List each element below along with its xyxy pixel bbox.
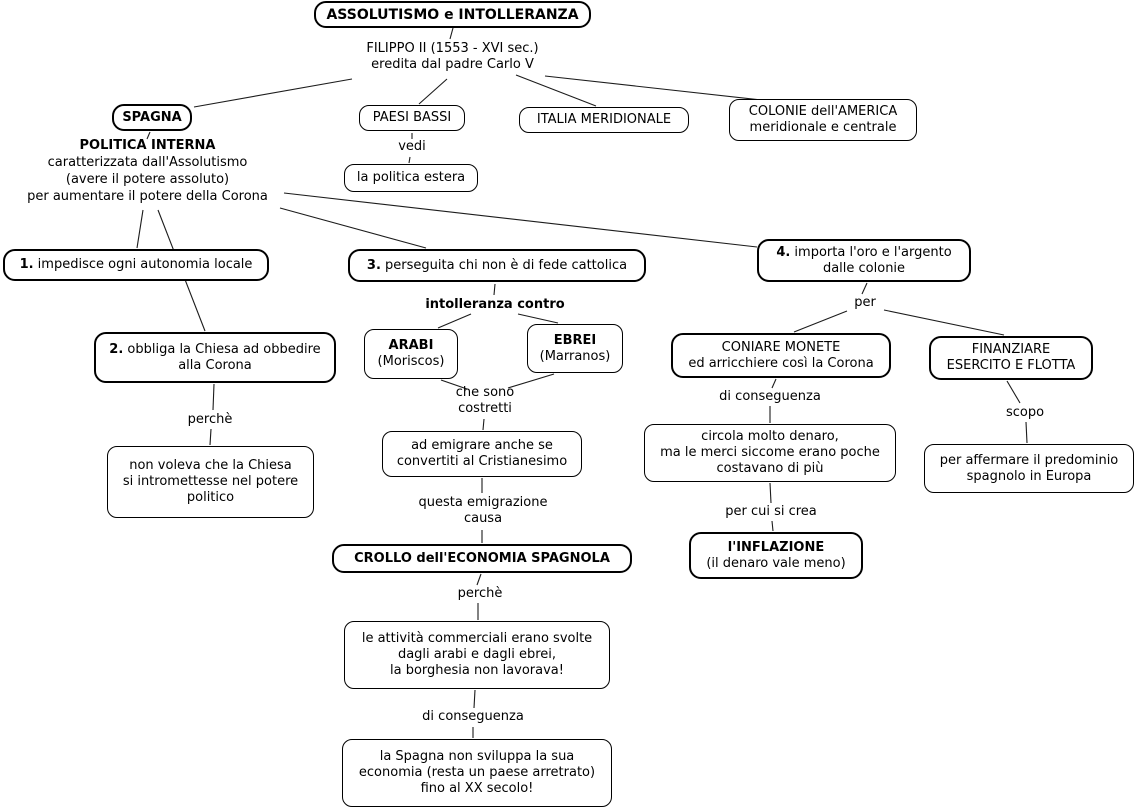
edge-vedi-politica-estera [409,157,410,163]
edge-label-questa-emigrazione-causa: questa emigrazione causa [418,495,548,526]
edge-finanziare-scopo [1007,381,1020,403]
node-non-voleva: non voleva che la Chiesa si intromettesse nel potere politico [107,446,314,518]
edge-label-perche-mid: perchè [457,586,503,601]
edge-per-finanziare [884,310,1004,335]
node-politica-estera: la politica estera [344,164,478,192]
node-politica-interna: POLITICA INTERNA caratterizzata dall'Assolutismo (avere il potere assoluto) per aumentare il potere della Corona [27,138,268,204]
node-ebrei: EBREI (Marranos) [527,324,623,373]
node-finanziare-esercito: FINANZIARE ESERCITO E FLOTTA [929,336,1093,380]
edge-attivita-diconseguenza [474,690,475,708]
edge-perche-nonvoleva [210,429,211,445]
node-inflazione: l'INFLAZIONE (il denaro vale meno) [689,532,863,579]
node-predominio-spagnolo: per affermare il predominio spagnolo in Europa [924,444,1134,493]
edge-label-che-sono-costretti: che sono costretti [455,385,515,416]
edge-percui-inflazione [772,521,773,531]
edge-filippo-spagna [194,79,352,107]
edge-filippo-paesi-bassi [419,79,447,104]
node-point-3: 3. perseguita chi non è di fede cattolica [348,249,646,282]
edge-label-per-cui-si-crea: per cui si crea [725,504,817,519]
edge-coniare-diconseguenza [772,379,776,388]
edge-label-scopo: scopo [1005,405,1045,420]
edge-politica-point3 [280,208,426,248]
edge-chesono-ademigrare [483,419,484,430]
edge-filippo-italia [516,75,596,106]
edge-per-coniare [794,311,847,332]
edge-politica-point1 [137,210,143,248]
edge-point3-intolleranza [494,284,495,295]
node-point-4: 4. importa l'oro e l'argento dalle colonie [757,239,971,282]
node-spagna-arretrata: la Spagna non sviluppa la sua economia (resta un paese arretrato) fino al XX secolo! [342,739,612,807]
edge-intolleranza-arabi [438,314,471,328]
node-spagna: SPAGNA [112,104,192,131]
node-crollo-economia: CROLLO dell'ECONOMIA SPAGNOLA [332,544,632,573]
node-point-1: 1. impedisce ogni autonomia locale [3,249,269,281]
edge-filippo-colonie [545,76,770,101]
node-arabi: ARABI (Moriscos) [364,329,458,379]
edge-crollo-perche [477,574,481,585]
node-attivita-commerciali: le attività commerciali erano svolte dagli arabi e dagli ebrei, la borghesia non lavorava! [344,621,610,689]
edge-label-per: per [854,295,876,310]
node-coniare-monete: CONIARE MONETE ed arricchiere così la Corona [671,333,891,378]
edge-scopo-peraffermare [1026,422,1027,443]
edge-point2-perche [213,384,214,410]
node-circola-denaro: circola molto denaro, ma le merci siccome erano poche costavano di più [644,424,896,482]
edge-label-vedi: vedi [398,139,426,154]
edge-politica-point4 [284,193,757,247]
node-italia-meridionale: ITALIA MERIDIONALE [519,107,689,133]
edge-circola-percui [770,483,771,503]
edge-point4-per [862,283,867,294]
node-filippo: FILIPPO II (1553 - XVI sec.) eredita dal padre Carlo V [366,41,539,72]
node-colonie: COLONIE dell'AMERICA meridionale e centrale [729,99,917,141]
edge-label-intolleranza-contro: intolleranza contro [425,296,565,312]
edge-label-di-conseguenza-right: di conseguenza [719,389,821,404]
edge-intolleranza-ebrei [518,314,558,323]
edge-label-perche-left: perchè [187,412,233,427]
node-point-2: 2. obbliga la Chiesa ad obbedire alla Corona [94,332,336,383]
node-paesi-bassi: PAESI BASSI [359,105,465,131]
edge-label-di-conseguenza-mid: di conseguenza [422,709,524,724]
node-ad-emigrare: ad emigrare anche se convertiti al Cristianesimo [382,431,582,477]
node-title: ASSOLUTISMO e INTOLLERANZA [314,1,591,28]
